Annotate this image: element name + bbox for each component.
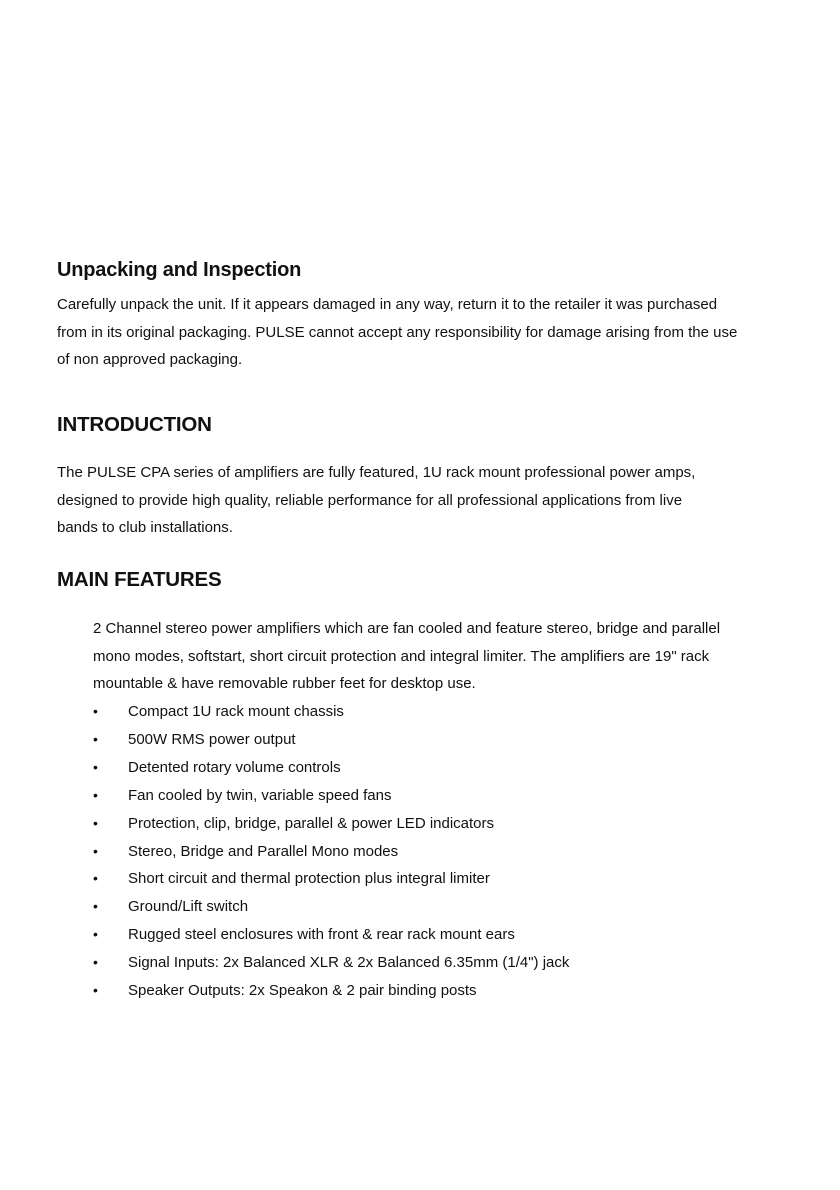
main-features-paragraph (93, 615, 783, 698)
feature-item (93, 949, 569, 977)
main-features-line: mountable & have removable rubber feet for desktop use. (93, 675, 476, 692)
feature-item (93, 838, 569, 866)
bullet-icon: • (93, 898, 98, 915)
introduction-paragraph (57, 459, 757, 542)
bullet-icon: • (93, 730, 98, 747)
feature-item (93, 754, 569, 782)
feature-text: Short circuit and thermal protection plus integral limiter (128, 870, 490, 888)
feature-text: 500W RMS power output (128, 730, 296, 748)
bullet-icon: • (93, 758, 98, 775)
unpacking-line: of non approved packaging. (57, 351, 243, 368)
bullet-icon: • (93, 703, 98, 719)
feature-text: Stereo, Bridge and Parallel Mono modes (128, 842, 399, 860)
bullet-icon: • (93, 786, 98, 803)
bullet-icon: • (93, 870, 98, 887)
feature-text: Compact 1U rack mount chassis (128, 703, 344, 720)
main-features-line: mono modes, softstart, short circuit protection and integral limiter. The amplifiers are 19" rack (93, 647, 710, 665)
feature-text: Protection, clip, bridge, parallel & power LED indicators (128, 814, 495, 832)
unpacking-heading: Unpacking and Inspection (57, 259, 302, 281)
feature-item (93, 893, 569, 921)
feature-text: Fan cooled by twin, variable speed fans (128, 786, 392, 804)
introduction-line: The PULSE CPA series of amplifiers are fully featured, 1U rack mount professional power amps, (57, 464, 696, 481)
introduction-line: bands to club installations. (57, 519, 233, 536)
feature-text: Ground/Lift switch (128, 898, 249, 916)
features-list (93, 698, 569, 1005)
bullet-icon: • (93, 842, 98, 859)
bullet-icon: • (93, 982, 98, 999)
feature-item (93, 726, 569, 754)
bullet-icon: • (93, 954, 98, 971)
introduction-heading: INTRODUCTION (57, 413, 212, 436)
unpacking-paragraph (57, 291, 797, 374)
feature-text: Detented rotary volume controls (128, 758, 341, 776)
introduction-line: designed to provide high quality, reliable performance for all professional applications from live (57, 491, 683, 509)
feature-item (93, 698, 569, 726)
bullet-icon: • (93, 926, 98, 943)
feature-text: Rugged steel enclosures with front & rear rack mount ears (128, 926, 515, 944)
bullet-icon: • (93, 814, 98, 831)
main-features-heading: MAIN FEATURES (57, 568, 222, 591)
feature-item (93, 782, 569, 810)
feature-text: Speaker Outputs: 2x Speakon & 2 pair binding posts (128, 982, 477, 1000)
feature-text: Signal Inputs: 2x Balanced XLR & 2x Balanced 6.35mm (1/4") jack (128, 954, 570, 972)
unpacking-line: Carefully unpack the unit. If it appears damaged in any way, return it to the retailer it was purchased (57, 296, 718, 313)
feature-item (93, 921, 569, 949)
feature-item (93, 977, 569, 1005)
unpacking-line: from in its original packaging. PULSE cannot accept any responsibility for damage arising from the use (57, 323, 738, 341)
feature-item (93, 810, 569, 838)
main-features-line: 2 Channel stereo power amplifiers which are fan cooled and feature stereo, bridge and parallel (93, 620, 721, 637)
feature-item (93, 865, 569, 893)
